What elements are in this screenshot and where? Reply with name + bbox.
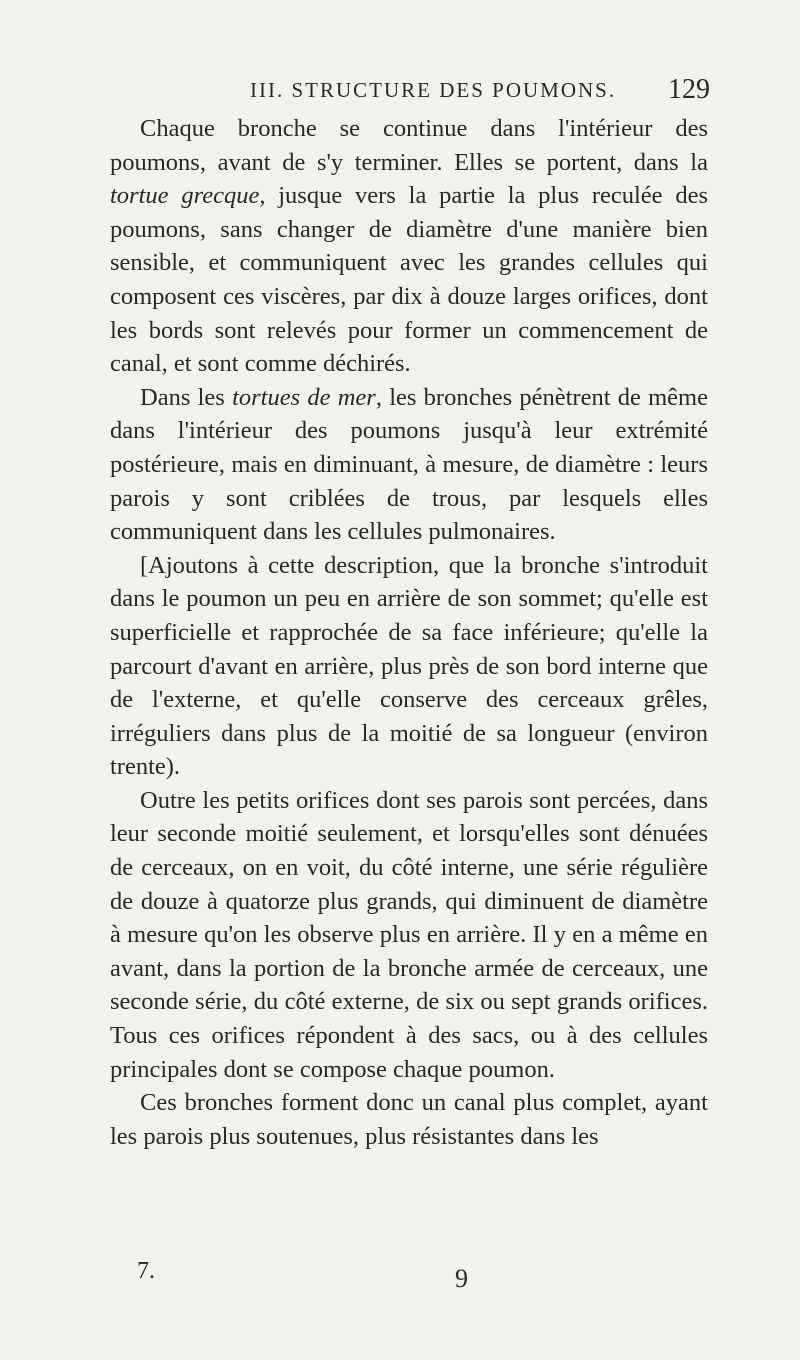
paragraph-1: [110, 112, 708, 381]
paragraph-2-text-a: Dans les: [140, 383, 233, 411]
body-text: [110, 112, 708, 1153]
page-number: 129: [668, 74, 710, 105]
paragraph-2: [110, 381, 708, 549]
paragraph-1-text-a: Chaque bronche se continue dans l'intérieur des poumons, avant de s'y terminer. Elles se portent, dans la: [110, 115, 708, 176]
running-head: [250, 74, 710, 105]
signature-number: 7.: [137, 1258, 155, 1284]
paragraph-4: Outre les petits orifices dont ses parois sont percées, dans leur seconde moitié seulement, et lorsqu'elles sont dénuées de cerceaux, on en voit, du côté interne, une série régulière de douze à quatorze plus grands, qui diminuent de diamètre à mesure qu'on les observe plus en arrière. Il y en a même en avant, dans la portion de la bronche armée de cerceaux, une seconde série, du côté externe, de six ou sept grands orifices. Tous ces orifices répondent à des sacs, ou à des cellules principales dont se compose chaque poumon.: [110, 786, 708, 1083]
running-title: III. STRUCTURE DES POUMONS.: [250, 78, 617, 102]
paragraph-3: [Ajoutons à cette description, que la bronche s'introduit dans le poumon un peu en arrière de son sommet; qu'elle est superficielle et rapprochée de sa face inférieure; qu'elle la parcourt d'avant en arrière, plus près de son bord interne que de l'externe, et qu'elle conserve des cerceaux grêles, irréguliers dans plus de la moitié de sa longueur (environ trente).: [110, 551, 708, 781]
paragraph-5: Ces bronches forment donc un canal plus complet, ayant les parois plus soutenues, plus résistantes dans les: [110, 1089, 708, 1150]
paragraph-1-text-b: , jusque vers la partie la plus reculée des poumons, sans changer de diamètre d'une manière bien sensible, et communiquent avec les grandes cellules qui composent ces viscères, par dix à douze larges orifices, dont les bords sont relevés pour former un commencement de canal, et sont comme déchirés.: [110, 182, 708, 378]
paragraph-2-text-b: , les bronches pénètrent de même dans l'intérieur des poumons jusqu'à leur extrémité postérieure, mais en diminuant, à mesure, de diamètre : leurs parois y sont criblées de trous, par lesquels elles communiquent dans les cellules pulmonaires.: [110, 383, 708, 546]
paragraph-2-italic-term: tortues de mer: [232, 383, 376, 411]
signature-letter: 9: [455, 1264, 468, 1293]
paragraph-1-italic-term: tortue grecque: [110, 182, 260, 210]
